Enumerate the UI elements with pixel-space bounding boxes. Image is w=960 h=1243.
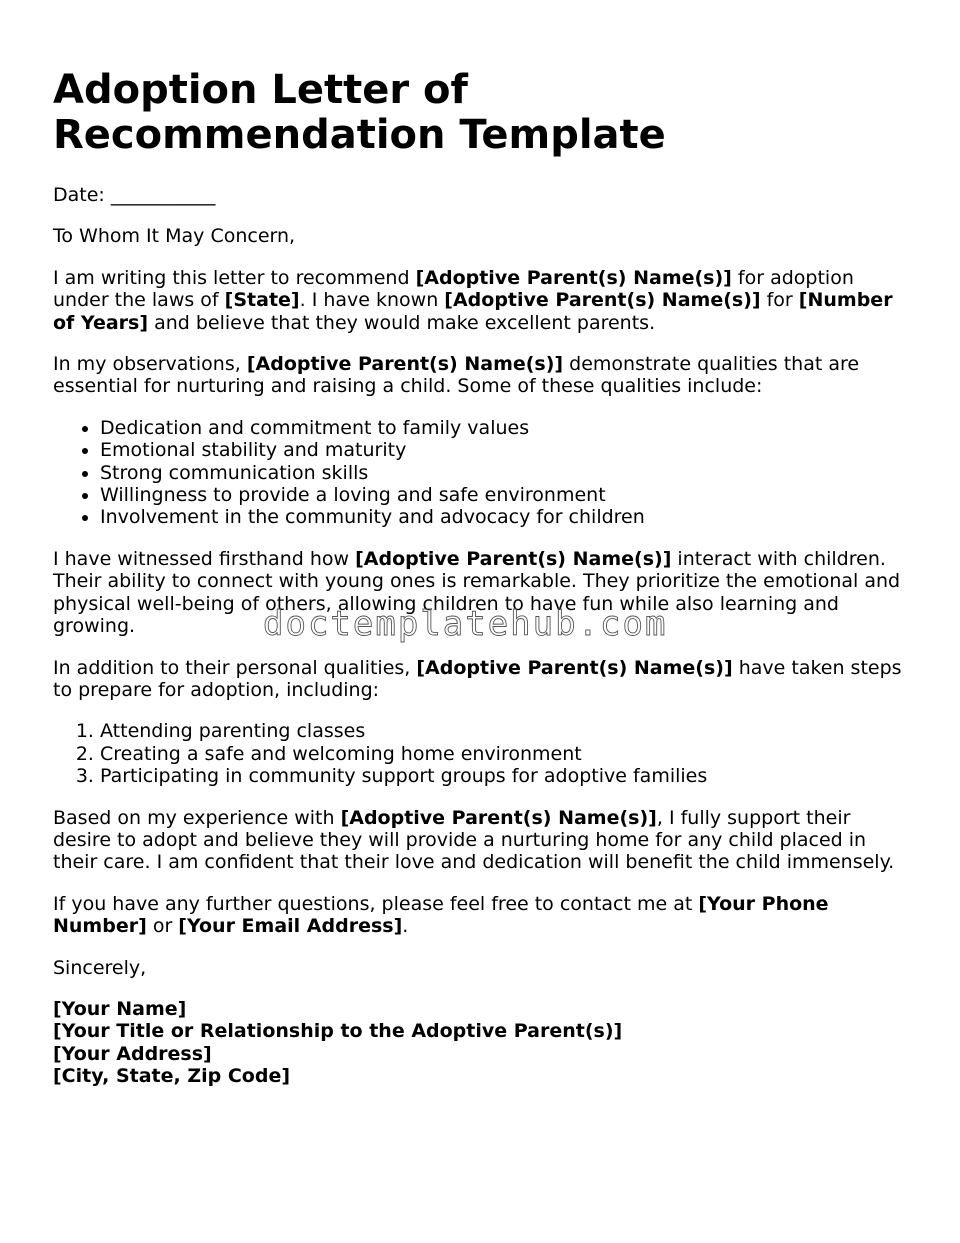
salutation: To Whom It May Concern,	[53, 225, 296, 248]
support-paragraph: Based on my experience with [Adoptive Parent(s) Name(s)], I fully support their desire to adopt and believe they will provide a nurturing home for any child placed in their care. I am confident that their love and dedication will benefit the child immensely.	[53, 806, 895, 874]
signature-address: [Your Address]	[53, 1042, 212, 1065]
list-item: 1. Attending parenting classes	[100, 720, 907, 742]
placeholder-parent-names: [Adoptive Parent(s) Name(s)]	[246, 353, 564, 376]
placeholder-email-address: [Your Email Address]	[178, 915, 403, 938]
contact-paragraph: If you have any further questions, please feel free to contact me at [Your Phone Number] or [Your Email Address].	[53, 892, 829, 938]
witness-paragraph: I have witnessed firsthand how [Adoptive Parent(s) Name(s)] interact with children. Their ability to connect with young ones is remarkable. They prioritize the emotional and physical well-being of others, allowing children to have fun while also learning and growing.	[53, 547, 901, 638]
list-item: 3. Participating in community support groups for adoptive families	[100, 765, 907, 787]
placeholder-parent-names: [Adoptive Parent(s) Name(s)]	[444, 289, 761, 312]
signature-title: [Your Title or Relationship to the Adoptive Parent(s)]	[53, 1020, 623, 1043]
observations-paragraph: In my observations, [Adoptive Parent(s) Name(s)] demonstrate qualities that are essential for nurturing and raising a child. Some of these qualities include:	[53, 353, 860, 398]
placeholder-parent-names: [Adoptive Parent(s) Name(s)]	[340, 806, 657, 829]
placeholder-parent-names: [Adoptive Parent(s) Name(s)]	[416, 656, 733, 679]
watermark: doctemplatehub.com	[263, 604, 668, 644]
list-item: 2. Creating a safe and welcoming home environment	[100, 743, 907, 765]
placeholder-parent-names: [Adoptive Parent(s) Name(s)]	[355, 547, 672, 570]
signature-block	[53, 998, 907, 1088]
intro-paragraph: I am writing this letter to recommend [Adoptive Parent(s) Name(s)] for adoption under the laws of [State]. I have known [Adoptive Parent(s) Name(s)] for [Number of Years] and believe that they would make excellent parents.	[53, 266, 893, 334]
document-title: Adoption Letter of Recommendation Template	[53, 67, 666, 158]
list-item: • Emotional stability and maturity	[100, 439, 907, 461]
list-item: • Involvement in the community and advocacy for children	[100, 506, 907, 528]
placeholder-state: [State]	[224, 289, 300, 312]
date-line: Date: ___________	[53, 184, 216, 206]
list-item: • Dedication and commitment to family values	[100, 417, 907, 439]
signature-name: [Your Name]	[53, 997, 187, 1020]
placeholder-number-of-years: [Number of Years]	[53, 289, 893, 334]
steps-list	[53, 720, 907, 787]
list-item: • Willingness to provide a loving and safe environment	[100, 484, 907, 506]
qualities-list	[53, 417, 907, 529]
closing: Sincerely,	[53, 956, 147, 979]
signature-city: [City, State, Zip Code]	[53, 1065, 291, 1088]
preparation-paragraph: In addition to their personal qualities, [Adoptive Parent(s) Name(s)] have taken steps to prepare for adoption, including:	[53, 656, 902, 701]
placeholder-phone-number: [Your Phone Number]	[53, 892, 829, 938]
list-item: • Strong communication skills	[100, 462, 907, 484]
placeholder-parent-names: [Adoptive Parent(s) Name(s)]	[415, 266, 732, 289]
